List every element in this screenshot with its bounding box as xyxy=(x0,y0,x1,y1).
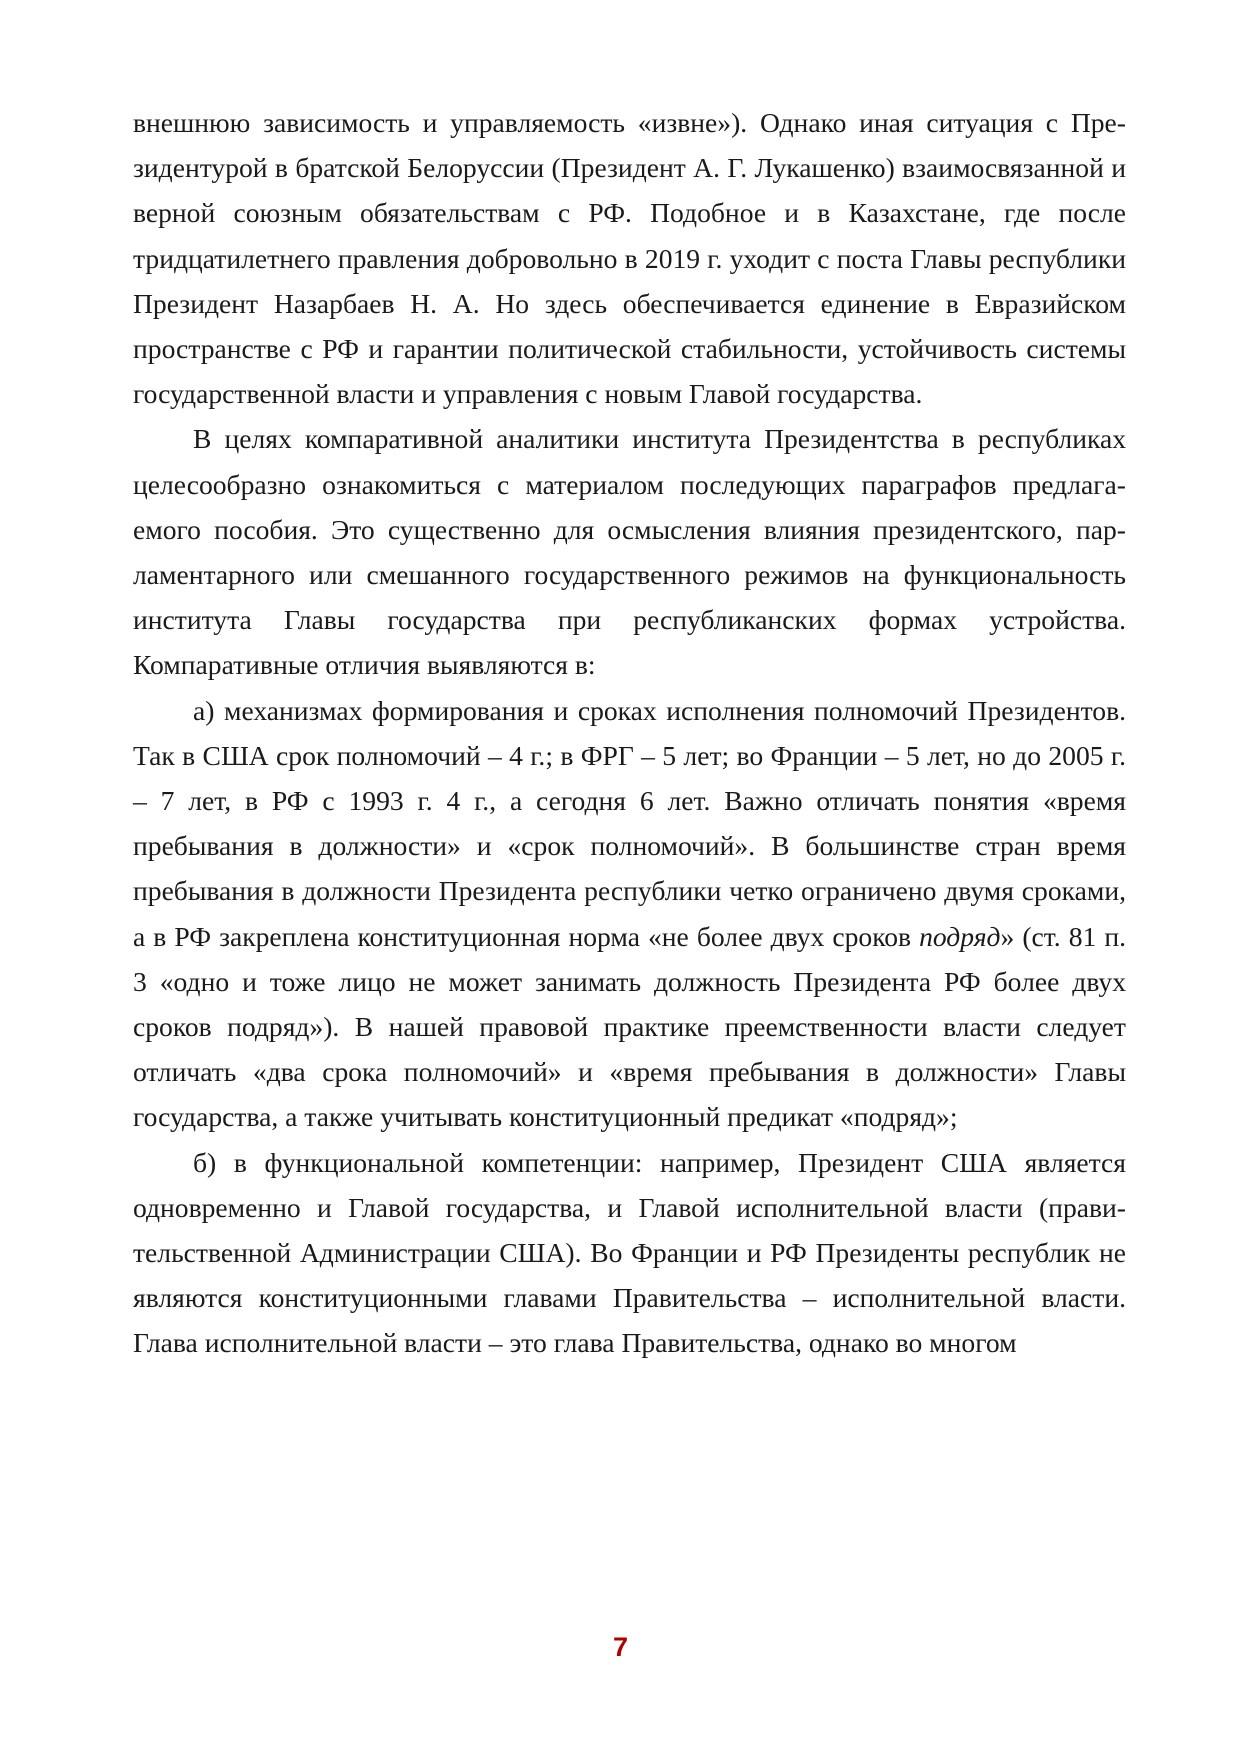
page-number: 7 xyxy=(612,1632,629,1662)
paragraph-item-a xyxy=(133,688,1126,1140)
paragraph-item-a-start: а) механизмах формирования и сроках исполнения полномочий Президентов. Так в США срок полномочий – 4 г.; в ФРГ – 5 лет; во Франции – 5 лет, но до 2005 г. – 7 лет, в РФ с 1993 г. 4 г., а сегодня 6 лет. Важно отличать понятия «время пребывания в должности» и «срок полномочий». В большинстве стран время пребывания в должности Президента республики четко ограничено двумя сроками, а в РФ закреплена конституционная норма «не более двух сроков xyxy=(133,694,1126,952)
paragraph-item-a-end: » (ст. 81 п. 3 «одно и тоже лицо не может занимать должность Президента РФ более двух сроков подряд»). В нашей правовой практике преемственности власти следует отличать «два срока полномочий» и «время пребывания в должности» Главы государства, а также учитывать конституционный предикат «подряд»; xyxy=(133,920,1126,1133)
paragraph-continuation: внешнюю зависимость и управляемость «извне»). Однако иная ситуация с Президентурой в братской Белоруссии (Президент А. Г. Лукашенко) взаимосвязанной и верной союзным обязательствам с РФ. Подобное и в Казахстане, где после тридцатилетнего правления добровольно в 2019 г. уходит с поста Главы республики Президент Назарбаев Н. А. Но здесь обеспечивается единение в Евразийском пространстве с РФ и гарантии политической стабильности, устойчивость системы государственной власти и управления с новым Главой государства. xyxy=(133,107,1126,410)
document-body xyxy=(133,100,1126,1366)
paragraph-item-b: б) в функциональной компетенции: например, Президент США является одновременно и Главой государства, и Главой исполнительной власти (правительственной Администрации США). Во Франции и РФ Президенты республик не являются конституционными главами Правительства – исполнительной власти. Глава исполнительной власти – это глава Правительства, однако во многом xyxy=(133,1146,1126,1359)
paragraph-comparative-analysis: В целях компаративной аналитики института Президентства в республиках целесообразно ознакомиться с материалом последующих параграфов предлагаемого пособия. Это существенно для осмысления влияния президентского, парламентарного или смешанного государственного режимов на функциональность института Главы государства при республиканских формах устройства. Компаративные отличия выявляются в: xyxy=(133,423,1126,681)
emphasis-podryad: подряд xyxy=(919,920,1001,952)
